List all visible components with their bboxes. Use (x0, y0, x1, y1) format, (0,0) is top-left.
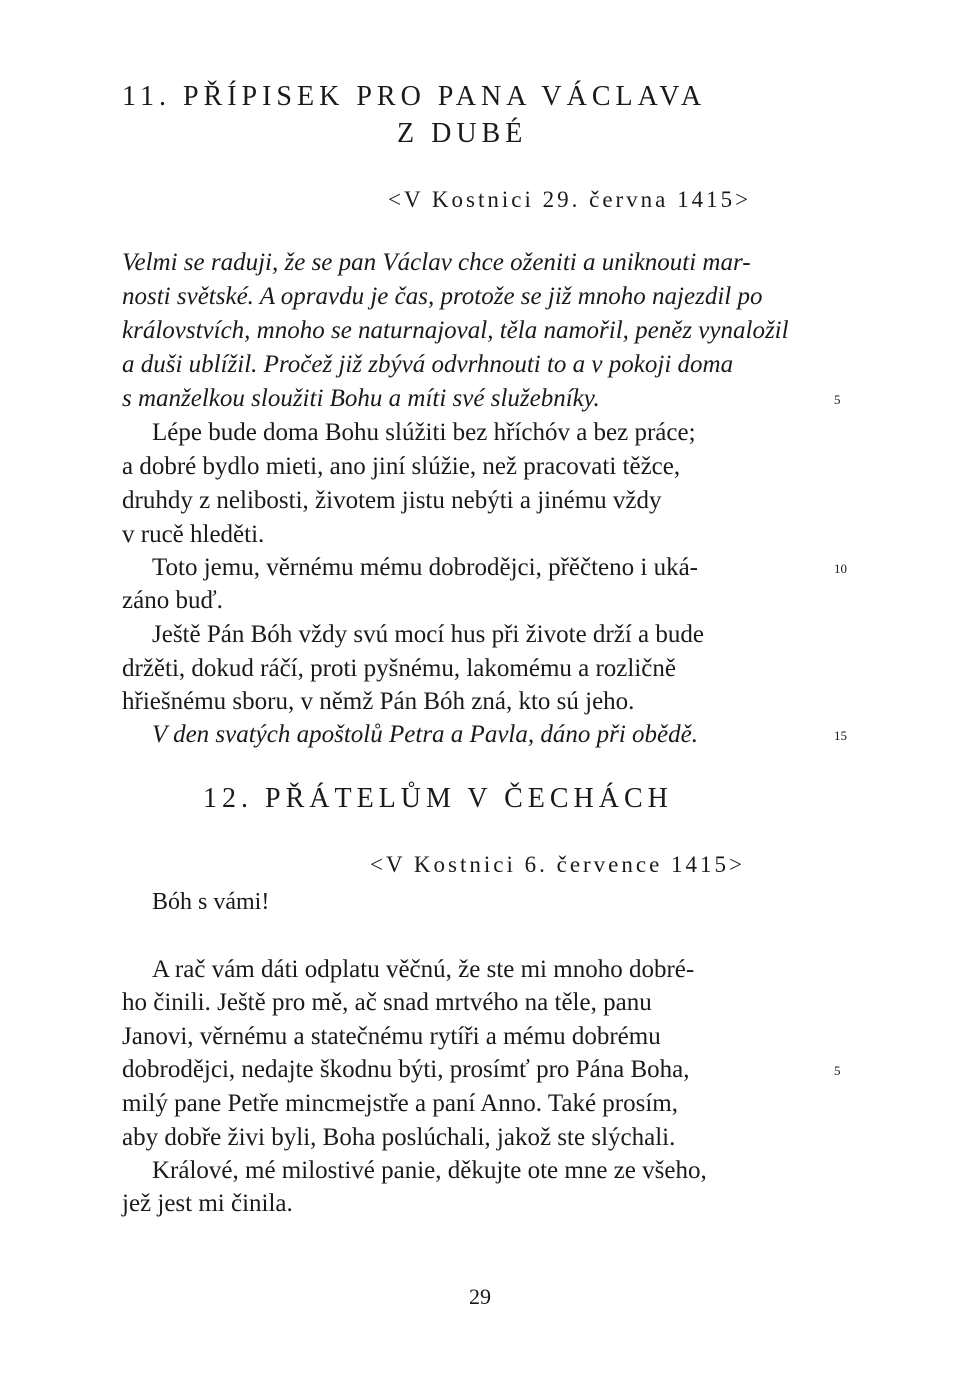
body-line: Toto jemu, věrnému mému dobrodějci, přěčteno i uká- (152, 554, 698, 581)
italic-line: a duši ublížil. Pročež již zbývá odvrhnouti to a v pokoji doma (122, 351, 734, 378)
body-line: hřiešnému sboru, v němž Pán Bóh zná, kto sú jeho. (122, 688, 635, 715)
body-line: Janovi, věrnému a statečnému rytíři a mému dobrému (122, 1023, 661, 1050)
line-number: 5 (834, 392, 841, 407)
italic-line: královstvích, mnoho se naturnajoval, těla namořil, peněz vynaložil (122, 317, 789, 344)
body-line: A rač vám dáti odplatu věčnú, že ste mi mnoho dobré- (152, 956, 695, 983)
section-11-heading-line-2: Z DUBÉ (397, 118, 528, 149)
body-line: záno buď. (122, 587, 223, 614)
italic-line: s manželkou sloužiti Bohu a míti své služebníky. (122, 385, 600, 412)
closing-italic-line: V den svatých apoštolů Petra a Pavla, dáno při obědě. (152, 721, 698, 748)
body-line: ho činili. Ještě pro mě, ač snad mrtvého na těle, panu (122, 989, 652, 1016)
line-number: 5 (834, 1063, 841, 1078)
body-line: dobrodějci, nedajte škodnu býti, prosímť pro Pána Boha, (122, 1056, 690, 1083)
section-11-dateline: <V Kostnici 29. června 1415> (388, 187, 752, 212)
body-line: Králové, mé milostivé panie, děkujte ote mne ze všeho, (152, 1157, 707, 1184)
body-line: Ještě Pán Bóh vždy svú mocí hus při živote drží a bude (152, 621, 704, 648)
body-line: a dobré bydlo mieti, ano jiní slúžie, než pracovati těžce, (122, 453, 681, 480)
italic-line: nosti světské. A opravdu je čas, protože se již mnoho najezdil po (122, 283, 763, 310)
body-line: držěti, dokud ráčí, proti pyšnému, lakomému a rozličně (122, 655, 676, 682)
greeting: Bóh s vámi! (152, 889, 270, 915)
body-line: Lépe bude doma Bohu slúžiti bez hříchóv a bez práce; (152, 419, 696, 446)
body-line: jež jest mi činila. (122, 1190, 293, 1217)
section-12-heading: 12. PŘÁTELŮM V ČECHÁCH (203, 783, 673, 814)
body-line: druhdy z nelibosti, životem jistu nebýti a jinému vždy (122, 487, 662, 514)
line-number: 15 (834, 728, 847, 743)
line-number: 10 (834, 561, 847, 576)
body-line: aby dobře živi byli, Boha poslúchali, jakož ste slýchali. (122, 1124, 676, 1151)
section-11-heading-line-1: 11. PŘÍPISEK PRO PANA VÁCLAVA (122, 81, 707, 112)
section-12-dateline: <V Kostnici 6. července 1415> (370, 852, 746, 877)
body-line: v rucě hleděti. (122, 521, 265, 548)
italic-line: Velmi se raduji, že se pan Václav chce oženiti a uniknouti mar- (122, 249, 751, 276)
page-number: 29 (469, 1284, 491, 1309)
body-line: milý pane Petře mincmejstře a paní Anno. Také prosím, (122, 1090, 678, 1117)
